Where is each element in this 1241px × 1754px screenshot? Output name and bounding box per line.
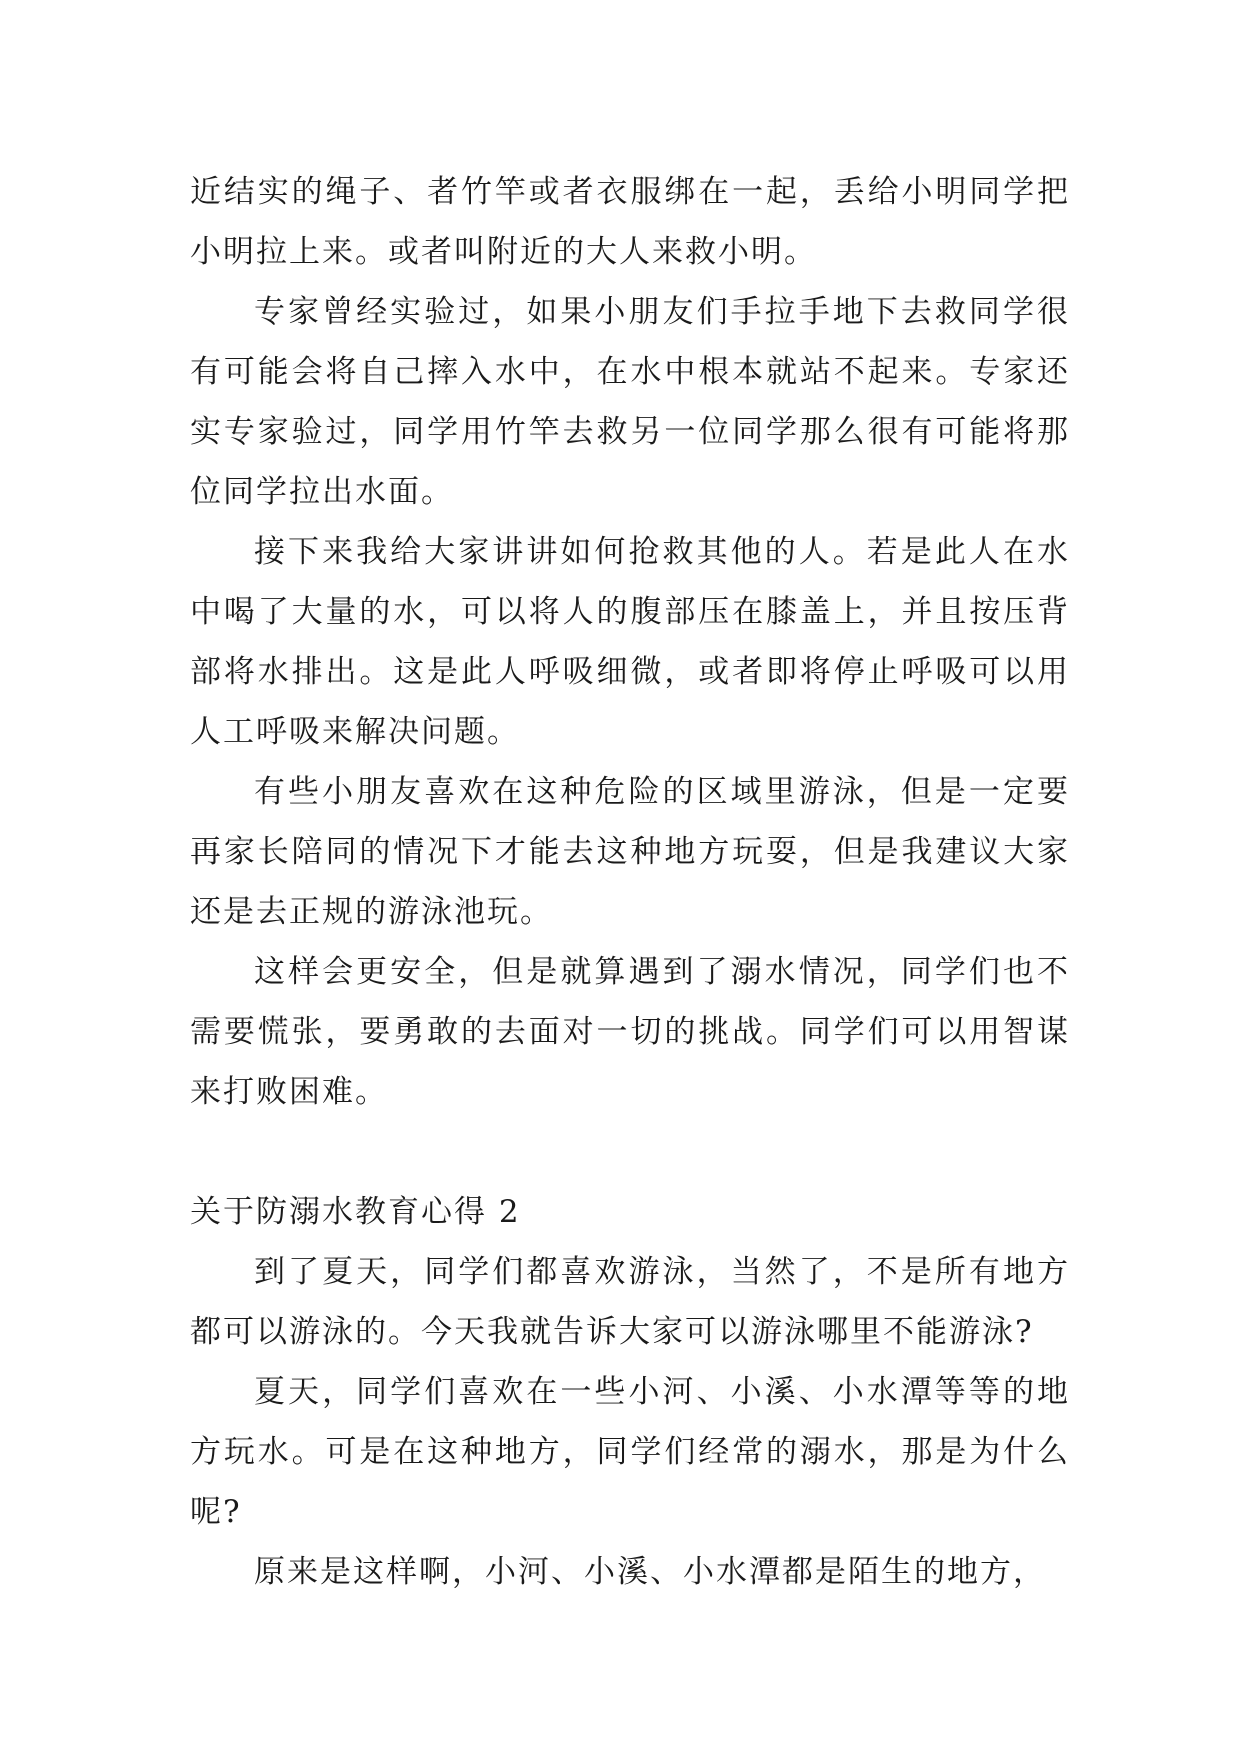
paragraph: 近结实的绳子、者竹竿或者衣服绑在一起，丢给小明同学把小明拉上来。或者叫附近的大人来救小明。 (190, 174, 1070, 270)
paragraph: 到了夏天，同学们都喜欢游泳，当然了，不是所有地方都可以游泳的。今天我就告诉大家可以游泳哪里不能游泳? (190, 1254, 1070, 1350)
paragraph: 这样会更安全，但是就算遇到了溺水情况，同学们也不需要慌张，要勇敢的去面对一切的挑战。同学们可以用智谋来打败困难。 (190, 954, 1070, 1110)
section-title: 关于防溺水教育心得 2 (190, 1194, 521, 1230)
paragraph: 接下来我给大家讲讲如何抢救其他的人。若是此人在水中喝了大量的水，可以将人的腹部压在膝盖上，并且按压背部将水排出。这是此人呼吸细微，或者即将停止呼吸可以用人工呼吸来解决问题。 (190, 534, 1070, 750)
paragraph: 原来是这样啊，小河、小溪、小水潭都是陌生的地方， (254, 1554, 1046, 1590)
paragraph: 有些小朋友喜欢在这种危险的区域里游泳，但是一定要再家长陪同的情况下才能去这种地方玩耍，但是我建议大家还是去正规的游泳池玩。 (190, 774, 1070, 930)
document-body (190, 162, 1070, 1602)
paragraph: 夏天，同学们喜欢在一些小河、小溪、小水潭等等的地方玩水。可是在这种地方，同学们经常的溺水，那是为什么呢? (190, 1374, 1070, 1530)
paragraph: 专家曾经实验过，如果小朋友们手拉手地下去救同学很有可能会将自己摔入水中，在水中根本就站不起来。专家还实专家验过，同学用竹竿去救另一位同学那么很有可能将那位同学拉出水面。 (190, 294, 1070, 510)
